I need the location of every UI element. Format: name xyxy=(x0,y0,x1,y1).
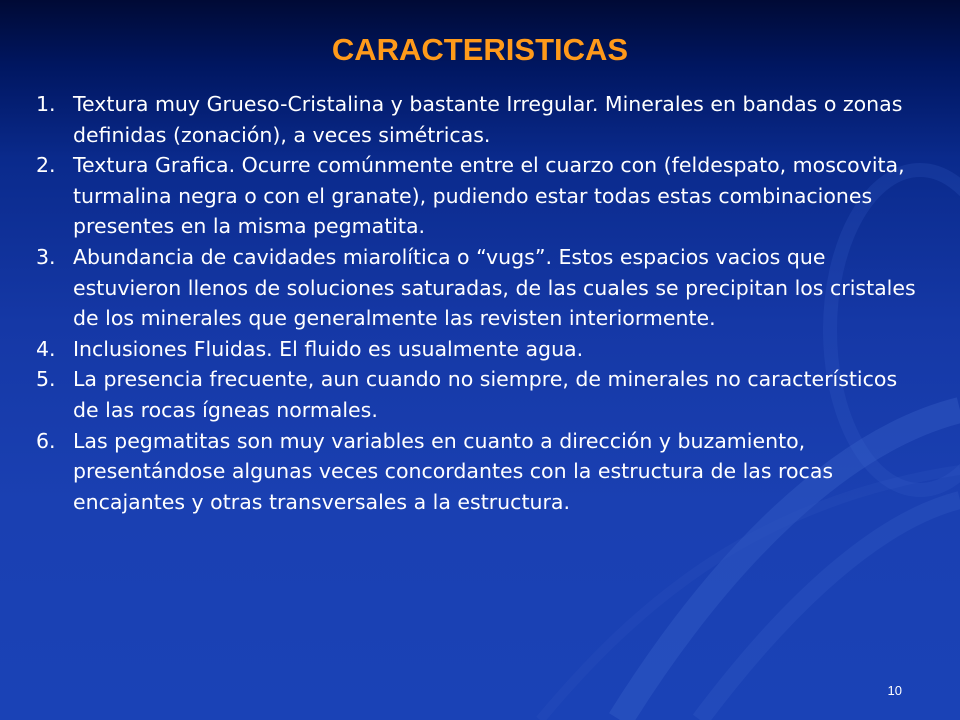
list-item-number: 3. xyxy=(36,244,56,269)
list-item-text: Textura Grafica. Ocurre comúnmente entre el cuarzo con (feldespato, moscovita, turmalina negra o con el granate), pudiendo estar todas estas combinaciones presentes en la misma pegmatita. xyxy=(73,153,905,239)
characteristics-list xyxy=(30,89,920,517)
slide-title: CARACTERISTICAS xyxy=(331,32,629,67)
list-item-text: Inclusiones Fluidas. El fluido es usualmente agua. xyxy=(73,336,584,361)
list-item xyxy=(30,334,920,365)
list-item-number: 6. xyxy=(36,428,56,453)
list-item-number: 5. xyxy=(36,367,56,392)
list-item-text: Abundancia de cavidades miarolítica o “vugs”. Estos espacios vacios que estuvieron llenos de soluciones saturadas, de las cuales se precipitan los cristales de los minerales que generalmente las revisten interiormente. xyxy=(73,244,916,331)
list-item-number: 4. xyxy=(36,336,56,361)
list-item xyxy=(30,364,920,425)
list-item-number: 1. xyxy=(36,92,56,116)
page-number: 10 xyxy=(887,683,902,698)
list-item-number: 2. xyxy=(36,153,56,178)
list-item xyxy=(30,426,920,518)
list-item xyxy=(30,89,920,150)
list-item-text: La presencia frecuente, aun cuando no siempre, de minerales no característicos de las rocas ígneas normales. xyxy=(73,367,898,422)
list-item xyxy=(30,242,920,334)
list-item-text: Las pegmatitas son muy variables en cuanto a dirección y buzamiento, presentándose algunas veces concordantes con la estructura de las rocas encajantes y otras transversales a la estructura. xyxy=(73,428,834,514)
list-item xyxy=(30,150,920,242)
list-item-text: Textura muy Grueso-Cristalina y bastante Irregular. Minerales en bandas o zonas definidas (zonación), a veces simétricas. xyxy=(73,92,903,147)
